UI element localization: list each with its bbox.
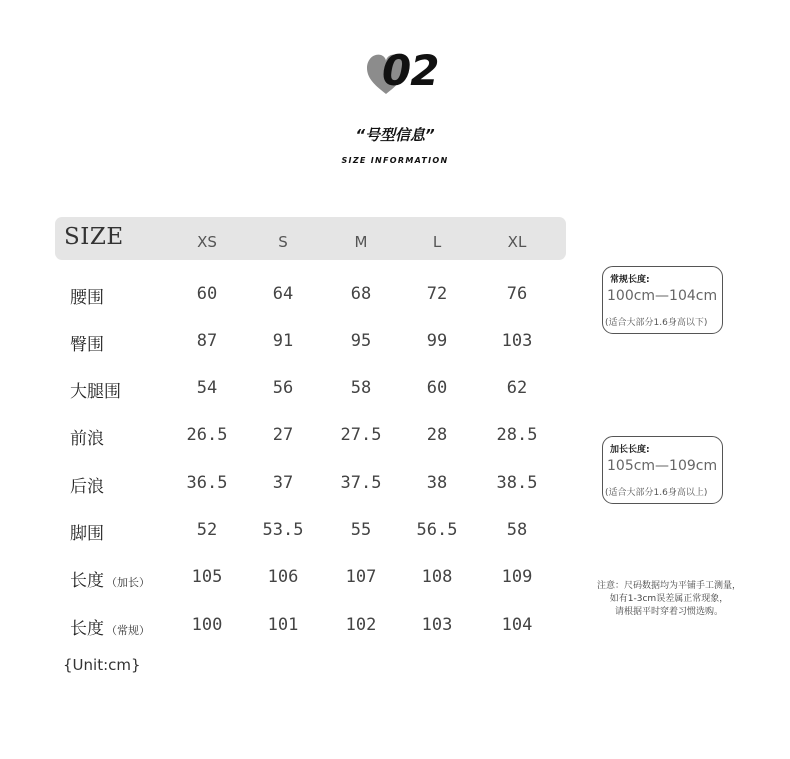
table-cell: 72 <box>426 284 448 304</box>
info-box-title: 常规长度: <box>610 275 650 285</box>
row-label <box>70 283 104 308</box>
row-label-note: （常规） <box>106 624 150 637</box>
table-cell: 55 <box>350 520 372 540</box>
column-header-xl: XL <box>507 233 527 251</box>
table-cell: 38 <box>426 473 448 493</box>
table-cell: 76 <box>506 284 528 304</box>
table-cell: 100 <box>191 615 223 635</box>
row-label-text: 大腿围 <box>70 382 121 402</box>
unit-label: {Unit:cm} <box>63 656 141 674</box>
table-cell: 26.5 <box>186 425 228 445</box>
table-cell: 54 <box>196 378 218 398</box>
info-box-note: (适合大部分1.6身高以上) <box>605 488 708 498</box>
column-header-s: S <box>278 233 288 251</box>
size-header-label: SIZE <box>64 224 124 250</box>
column-header-m: M <box>354 233 368 251</box>
regular-length-box <box>602 266 723 334</box>
table-cell: 36.5 <box>186 473 228 493</box>
table-cell: 52 <box>196 520 218 540</box>
table-cell: 104 <box>501 615 533 635</box>
row-label <box>70 566 150 591</box>
row-label <box>70 472 104 497</box>
table-cell: 37 <box>272 473 294 493</box>
info-box-range: 105cm—109cm <box>607 458 718 474</box>
table-cell: 99 <box>426 331 448 351</box>
notice-line: 注意：尺码数据均为平铺手工测量， <box>596 581 741 591</box>
table-cell: 56 <box>272 378 294 398</box>
info-box-range: 100cm—104cm <box>607 288 718 304</box>
row-label <box>70 330 104 355</box>
row-label <box>70 377 121 402</box>
info-box-note: (适合大部分1.6身高以下) <box>605 318 708 328</box>
info-box-title: 加长长度: <box>610 445 650 455</box>
table-cell: 68 <box>350 284 372 304</box>
notice-line: 如有1-3cm误差属正常现象， <box>609 594 729 604</box>
table-cell: 103 <box>501 331 533 351</box>
table-cell: 28.5 <box>496 425 538 445</box>
table-cell: 53.5 <box>262 520 304 540</box>
table-cell: 62 <box>506 378 528 398</box>
row-label-text: 脚围 <box>70 524 104 544</box>
column-header-l: L <box>432 233 442 251</box>
page-subtitle: SIZE INFORMATION <box>341 156 449 165</box>
row-label-text: 臀围 <box>70 335 104 355</box>
table-cell: 27.5 <box>340 425 382 445</box>
page-title: “号型信息” <box>355 126 435 144</box>
measurement-notice <box>589 580 749 619</box>
section-logo <box>366 46 446 98</box>
table-cell: 28 <box>426 425 448 445</box>
table-cell: 64 <box>272 284 294 304</box>
row-label-note: （加长） <box>106 576 150 589</box>
notice-line: 请根据平时穿着习惯选购。 <box>614 607 723 617</box>
table-cell: 27 <box>272 425 294 445</box>
table-cell: 106 <box>267 567 299 587</box>
row-label <box>70 424 104 449</box>
column-header-xs: XS <box>197 233 217 251</box>
table-cell: 56.5 <box>416 520 458 540</box>
table-cell: 60 <box>426 378 448 398</box>
table-cell: 101 <box>267 615 299 635</box>
table-cell: 58 <box>506 520 528 540</box>
table-cell: 37.5 <box>340 473 382 493</box>
row-label <box>70 519 104 544</box>
table-cell: 103 <box>421 615 453 635</box>
table-cell: 58 <box>350 378 372 398</box>
long-length-box <box>602 436 723 504</box>
row-label <box>70 614 150 639</box>
table-cell: 60 <box>196 284 218 304</box>
table-cell: 87 <box>196 331 218 351</box>
section-number: 02 <box>382 46 439 95</box>
table-cell: 91 <box>272 331 294 351</box>
row-label-text: 长度 <box>70 571 104 591</box>
table-cell: 105 <box>191 567 223 587</box>
table-cell: 102 <box>345 615 377 635</box>
table-cell: 95 <box>350 331 372 351</box>
table-cell: 107 <box>345 567 377 587</box>
row-label-text: 后浪 <box>70 477 104 497</box>
row-label-text: 腰围 <box>70 288 104 308</box>
table-cell: 38.5 <box>496 473 538 493</box>
row-label-text: 前浪 <box>70 429 104 449</box>
table-cell: 109 <box>501 567 533 587</box>
table-cell: 108 <box>421 567 453 587</box>
row-label-text: 长度 <box>70 619 104 639</box>
